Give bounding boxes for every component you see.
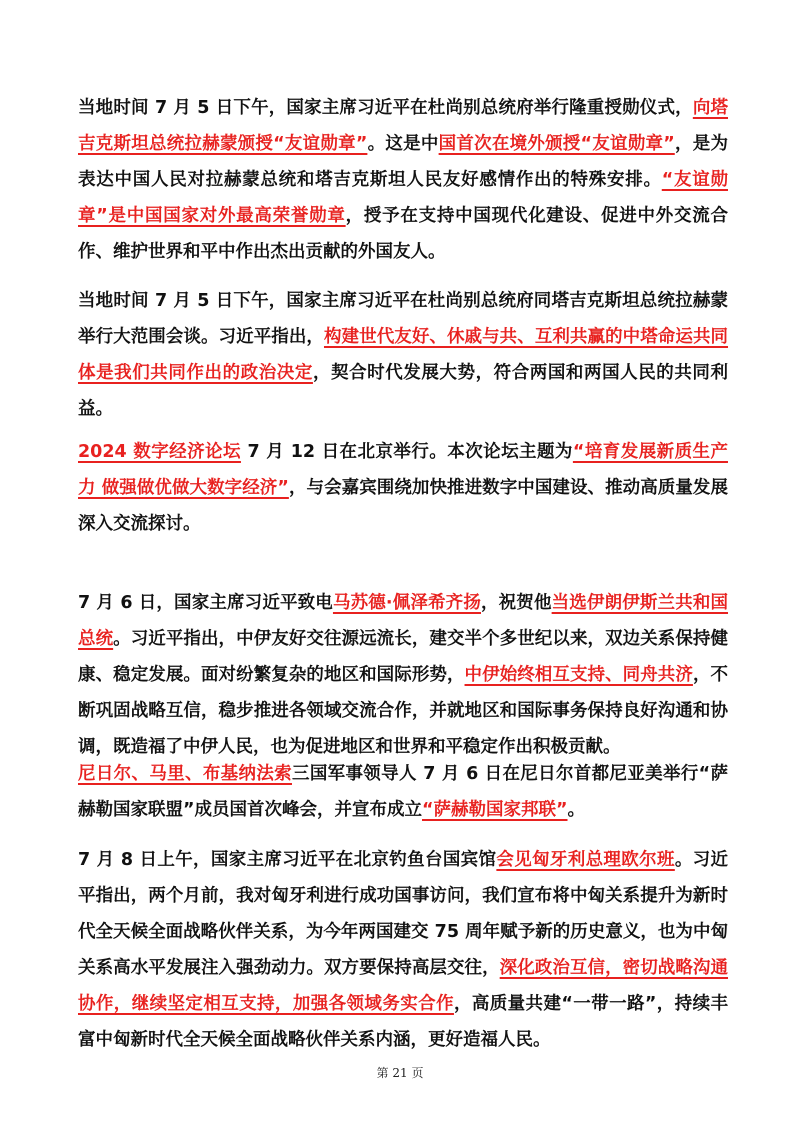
- text-segment: 。习近平指出，中伊友好交往源远流长，建交半个多世纪以来，双边关系保持健康、稳定发展。面对纷繁复杂的地区和国际形势，: [78, 629, 728, 685]
- highlighted-text: “萨赫勒国家邦联”: [422, 800, 568, 820]
- highlighted-text: 当选伊朗伊斯兰共和国总统: [78, 593, 729, 649]
- highlighted-text: 马苏德·佩泽希齐扬: [332, 593, 481, 613]
- text-segment: ，祝贺他: [481, 593, 552, 613]
- text-segment: 7 月 12 日在北京举行。本次论坛主题为: [240, 442, 573, 462]
- highlighted-text: 国首次在境外颁授“友谊勋章”: [438, 134, 675, 154]
- news-paragraph-6: [78, 842, 728, 1058]
- text-segment: 当地时间 7 月 5 日下午，国家主席习近平在杜尚别总统府同塔吉克斯坦总统拉赫蒙举行大范围会谈。习近平指出，: [78, 291, 728, 347]
- news-paragraph-4: [78, 585, 728, 765]
- text-segment: 三国军事领导人 7 月 6 日在尼日尔首都尼亚美举行“萨赫勒国家联盟”成员国首次峰会，并宣布成立: [78, 764, 728, 820]
- news-paragraph-2: [78, 283, 728, 427]
- text-segment: ，不断巩固战略互信，稳步推进各领域交流合作，并就地区和国际事务保持良好沟通和协调，既造福了中伊人民，也为促进地区和世界和平稳定作出积极贡献。: [78, 665, 729, 757]
- highlighted-text: 中伊始终相互支持、同舟共济: [464, 665, 693, 685]
- highlighted-text: 尼日尔、马里、布基纳法索: [78, 764, 292, 784]
- text-segment: 7 月 8 日上午，国家主席习近平在北京钓鱼台国宾馆: [78, 850, 497, 870]
- news-paragraph-1: [78, 90, 728, 270]
- text-segment: 。: [567, 800, 586, 820]
- text-segment: ，与会嘉宾围绕加快推进数字中国建设、推动高质量发展深入交流探讨。: [78, 478, 728, 534]
- news-paragraph-3: [78, 434, 728, 542]
- text-segment: ，授予在支持中国现代化建设、促进中外交流合作、维护世界和平中作出杰出贡献的外国友人。: [78, 206, 728, 262]
- text-segment: ，高质量共建“一带一路”，持续丰富中匈新时代全天候全面战略伙伴关系内涵，更好造福人民。: [78, 994, 728, 1050]
- page-number: 第 21 页: [376, 1066, 424, 1080]
- text-segment: 。习近平指出，两个月前，我对匈牙利进行成功国事访问，我们宣布将中匈关系提升为新时代全天候全面战略伙伴关系，为今年两国建交 75 周年赋予新的历史意义，也为中匈关系高水平发展注入强劲动力。双方要保持高层交往，: [78, 850, 728, 978]
- highlighted-text: “培育发展新质生产力 做强做优做大数字经济”: [78, 442, 728, 498]
- text-segment: ，契合时代发展大势，符合两国和两国人民的共同利益。: [78, 363, 729, 419]
- highlighted-text: 构建世代友好、休戚与共、互利共赢的中塔命运共同体是我们共同作出的政治决定: [78, 327, 729, 383]
- highlighted-text: 会见匈牙利总理欧尔班: [496, 850, 675, 870]
- highlighted-text: 向塔吉克斯坦总统拉赫蒙颁授“友谊勋章”: [78, 98, 728, 154]
- highlighted-text: 2024 数字经济论坛: [78, 442, 241, 462]
- text-segment: 。这是中: [367, 134, 439, 154]
- highlighted-text: 深化政治互信，密切战略沟通协作，继续坚定相互支持，加强各领域务实合作: [78, 958, 729, 1014]
- news-paragraph-5: [78, 756, 728, 828]
- highlighted-text: “友谊勋章”是中国国家对外最高荣誉勋章: [78, 170, 728, 226]
- text-segment: 当地时间 7 月 5 日下午，国家主席习近平在杜尚别总统府举行隆重授勋仪式，: [78, 98, 693, 118]
- text-segment: 7 月 6 日，国家主席习近平致电: [78, 593, 333, 613]
- text-segment: ，是为表达中国人民对拉赫蒙总统和塔吉克斯坦人民友好感情作出的特殊安排。: [78, 134, 728, 190]
